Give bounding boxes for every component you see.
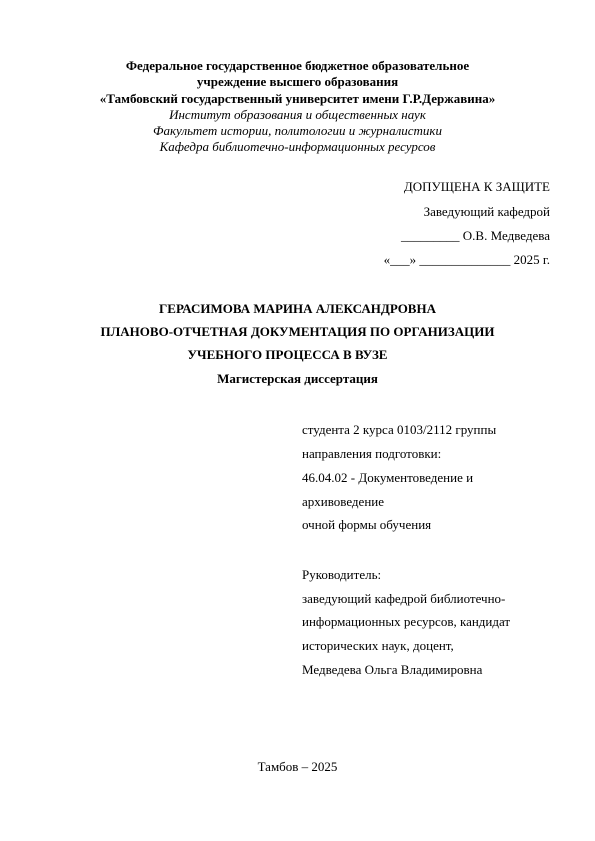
- header-department: Кафедра библиотечно-информационных ресурсов: [159, 139, 436, 154]
- student-line-4: архивоведение: [302, 494, 385, 509]
- topic-line-1: ПЛАНОВО-ОТЧЕТНАЯ ДОКУМЕНТАЦИЯ ПО ОРГАНИЗАЦИИ: [100, 324, 495, 339]
- student-line-2: направления подготовки:: [302, 446, 442, 461]
- header-line-2: учреждение высшего образования: [196, 74, 399, 89]
- student-line-1: студента 2 курса 0103/2112 группы: [302, 422, 497, 437]
- student-line-3: 46.04.02 - Документоведение и: [302, 470, 474, 485]
- approval-signature: _________ О.В. Медведева: [401, 228, 550, 243]
- topic-line-2: УЧЕБНОГО ПРОЦЕССА В ВУЗЕ: [187, 347, 388, 362]
- student-line-5: очной формы обучения: [302, 517, 432, 532]
- approval-position: Заведующий кафедрой: [423, 204, 550, 219]
- supervisor-name: Медведева Ольга Владимировна: [302, 662, 483, 677]
- work-type: Магистерская диссертация: [217, 371, 378, 386]
- city-year: Тамбов – 2025: [257, 759, 338, 774]
- header-faculty: Факультет истории, политологии и журналистики: [152, 123, 442, 138]
- supervisor-line-1: заведующий кафедрой библиотечно-: [302, 591, 506, 606]
- header-institute: Институт образования и общественных наук: [169, 107, 426, 122]
- supervisor-label: Руководитель:: [302, 567, 382, 582]
- approval-date: «___» ______________ 2025 г.: [383, 252, 550, 267]
- supervisor-line-2: информационных ресурсов, кандидат: [302, 614, 511, 629]
- header-line-3: «Тамбовский государственный университет имени Г.Р.Державина»: [99, 91, 496, 106]
- header-line-1: Федеральное государственное бюджетное образовательное: [125, 58, 470, 73]
- supervisor-line-3: исторических наук, доцент,: [302, 638, 454, 653]
- approval-title: ДОПУЩЕНА К ЗАЩИТЕ: [403, 179, 550, 194]
- author-name: ГЕРАСИМОВА МАРИНА АЛЕКСАНДРОВНА: [159, 301, 436, 316]
